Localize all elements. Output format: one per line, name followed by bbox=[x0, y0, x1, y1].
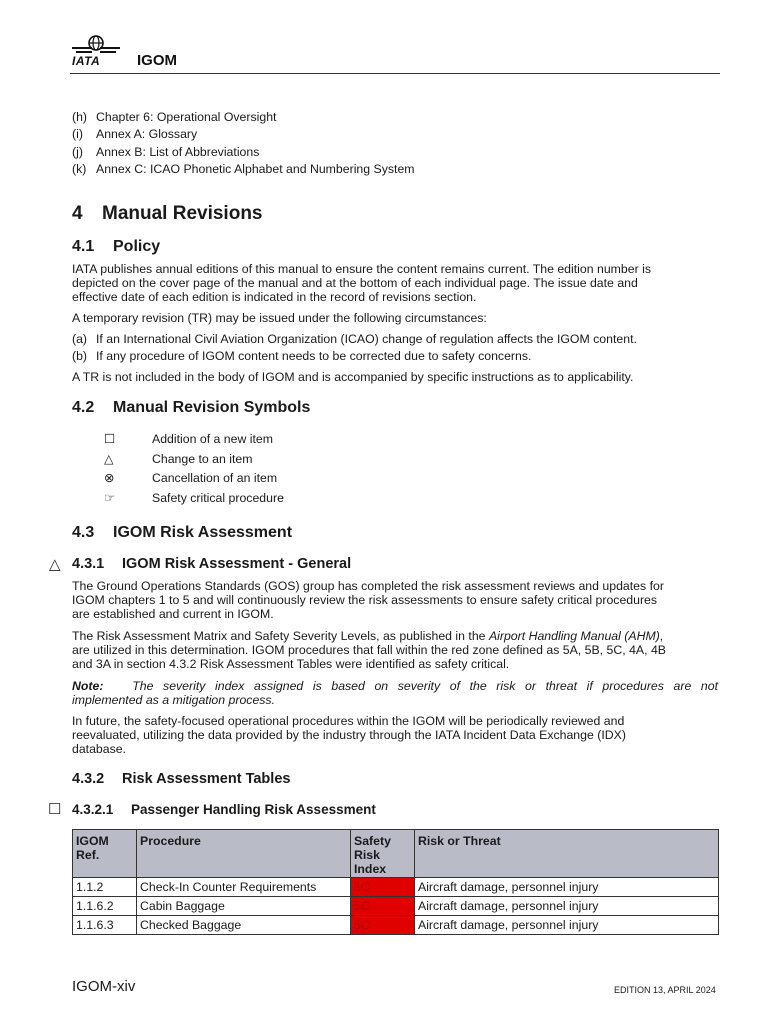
list-item: (j) Annex B: List of Abbreviations bbox=[72, 145, 260, 159]
symbol-row: ⊗ Cancellation of an item bbox=[104, 471, 278, 485]
cell-ref: 1.1.6.2 bbox=[73, 897, 137, 916]
list-item: (i) Annex A: Glossary bbox=[72, 127, 198, 141]
cell-risk: Aircraft damage, personnel injury bbox=[415, 916, 719, 935]
symbol-row: ☞ Safety critical procedure bbox=[104, 491, 284, 505]
edition-label: EDITION 13, APRIL 2024 bbox=[614, 985, 716, 995]
cell-index: 5C bbox=[351, 878, 415, 897]
table-row bbox=[73, 878, 719, 897]
risk-assessment-table bbox=[72, 829, 719, 935]
cell-index: 5C bbox=[351, 897, 415, 916]
cell-ref: 1.1.2 bbox=[73, 878, 137, 897]
subsection-heading-policy: 4.1 Policy bbox=[72, 238, 161, 255]
tr-note: A TR is not included in the body of IGOM and is accompanied by specific instructions as to applicability. bbox=[72, 370, 634, 384]
addition-icon: ☐ bbox=[104, 432, 116, 446]
addition-icon: ☐ bbox=[48, 801, 62, 818]
iata-logo-text: IATA bbox=[72, 54, 101, 68]
table-heading: 4.3.2.1 Passenger Handling Risk Assessment bbox=[72, 802, 376, 817]
matrix-paragraph: The Risk Assessment Matrix and Safety Severity Levels, as published in the Airport Handling Manual (AHM), are utilized in this determination. IGOM procedures that fall within the red zone defined as 5A, 5B, 5C, 4A, 4B and 3A in section 4.3.2 Risk Assessment Tables were identified as safety critical. bbox=[72, 629, 666, 671]
column-header-ref: IGOM Ref. bbox=[73, 830, 137, 878]
symbol-row: ☐ Addition of a new item bbox=[104, 432, 273, 446]
note-paragraph: Note: The severity index assigned is based on severity of the risk or threat if procedures are not implemented as a mitigation process. bbox=[72, 679, 718, 707]
symbol-row: △ Change to an item bbox=[104, 452, 253, 466]
table-header-row bbox=[73, 830, 719, 878]
cell-procedure: Check-In Counter Requirements bbox=[137, 878, 351, 897]
list-item: (h) Chapter 6: Operational Oversight bbox=[72, 110, 277, 124]
list-item: (k) Annex C: ICAO Phonetic Alphabet and Numbering System bbox=[72, 162, 415, 176]
header-title: IGOM bbox=[137, 52, 177, 69]
subsection-heading-symbols: 4.2 Manual Revision Symbols bbox=[72, 399, 311, 416]
table-row bbox=[73, 916, 719, 935]
change-triangle-icon: △ bbox=[49, 556, 61, 573]
tr-item: (b) If any procedure of IGOM content needs to be corrected due to safety concerns. bbox=[72, 349, 532, 363]
cell-risk: Aircraft damage, personnel injury bbox=[415, 878, 719, 897]
pointing-hand-icon: ☞ bbox=[104, 491, 116, 505]
gos-paragraph: The Ground Operations Standards (GOS) group has completed the risk assessment reviews and updates for IGOM chapters 1 to 5 and will continuously review the risk assessments to ensure safety critical procedures are established and current in IGOM. bbox=[72, 579, 664, 621]
column-header-procedure: Procedure bbox=[137, 830, 351, 878]
cell-index: 5C bbox=[351, 916, 415, 935]
subsection-heading-risk-assessment: 4.3 IGOM Risk Assessment bbox=[72, 524, 293, 541]
header-rule bbox=[70, 73, 720, 74]
table-row bbox=[73, 897, 719, 916]
cell-procedure: Cabin Baggage bbox=[137, 897, 351, 916]
cancellation-icon: ⊗ bbox=[104, 471, 115, 485]
cell-ref: 1.1.6.3 bbox=[73, 916, 137, 935]
page-number: IGOM-xiv bbox=[72, 978, 136, 995]
subsubsection-heading-tables: 4.3.2 Risk Assessment Tables bbox=[72, 771, 291, 787]
tr-item: (a) If an International Civil Aviation Organization (ICAO) change of regulation affects the IGOM content. bbox=[72, 332, 637, 346]
cell-procedure: Checked Baggage bbox=[137, 916, 351, 935]
tr-intro: A temporary revision (TR) may be issued under the following circumstances: bbox=[72, 311, 487, 325]
column-header-index: Safety Risk Index bbox=[351, 830, 415, 878]
column-header-risk: Risk or Threat bbox=[415, 830, 719, 878]
cell-risk: Aircraft damage, personnel injury bbox=[415, 897, 719, 916]
section-heading: 4 Manual Revisions bbox=[72, 203, 263, 224]
change-triangle-icon: △ bbox=[104, 452, 114, 466]
subsubsection-heading-general: 4.3.1 IGOM Risk Assessment - General bbox=[72, 556, 352, 572]
policy-paragraph: IATA publishes annual editions of this manual to ensure the content remains current. The edition number is depicted on the cover page of the manual and at the bottom of each individual page. The issue date and effective date of each edition is indicated in the record of revisions section. bbox=[72, 262, 651, 304]
future-paragraph: In future, the safety-focused operational procedures within the IGOM will be periodically reviewed and reevaluated, utilizing the data provided by the industry through the IATA Incident Data Exchange (IDX) database. bbox=[72, 714, 626, 756]
